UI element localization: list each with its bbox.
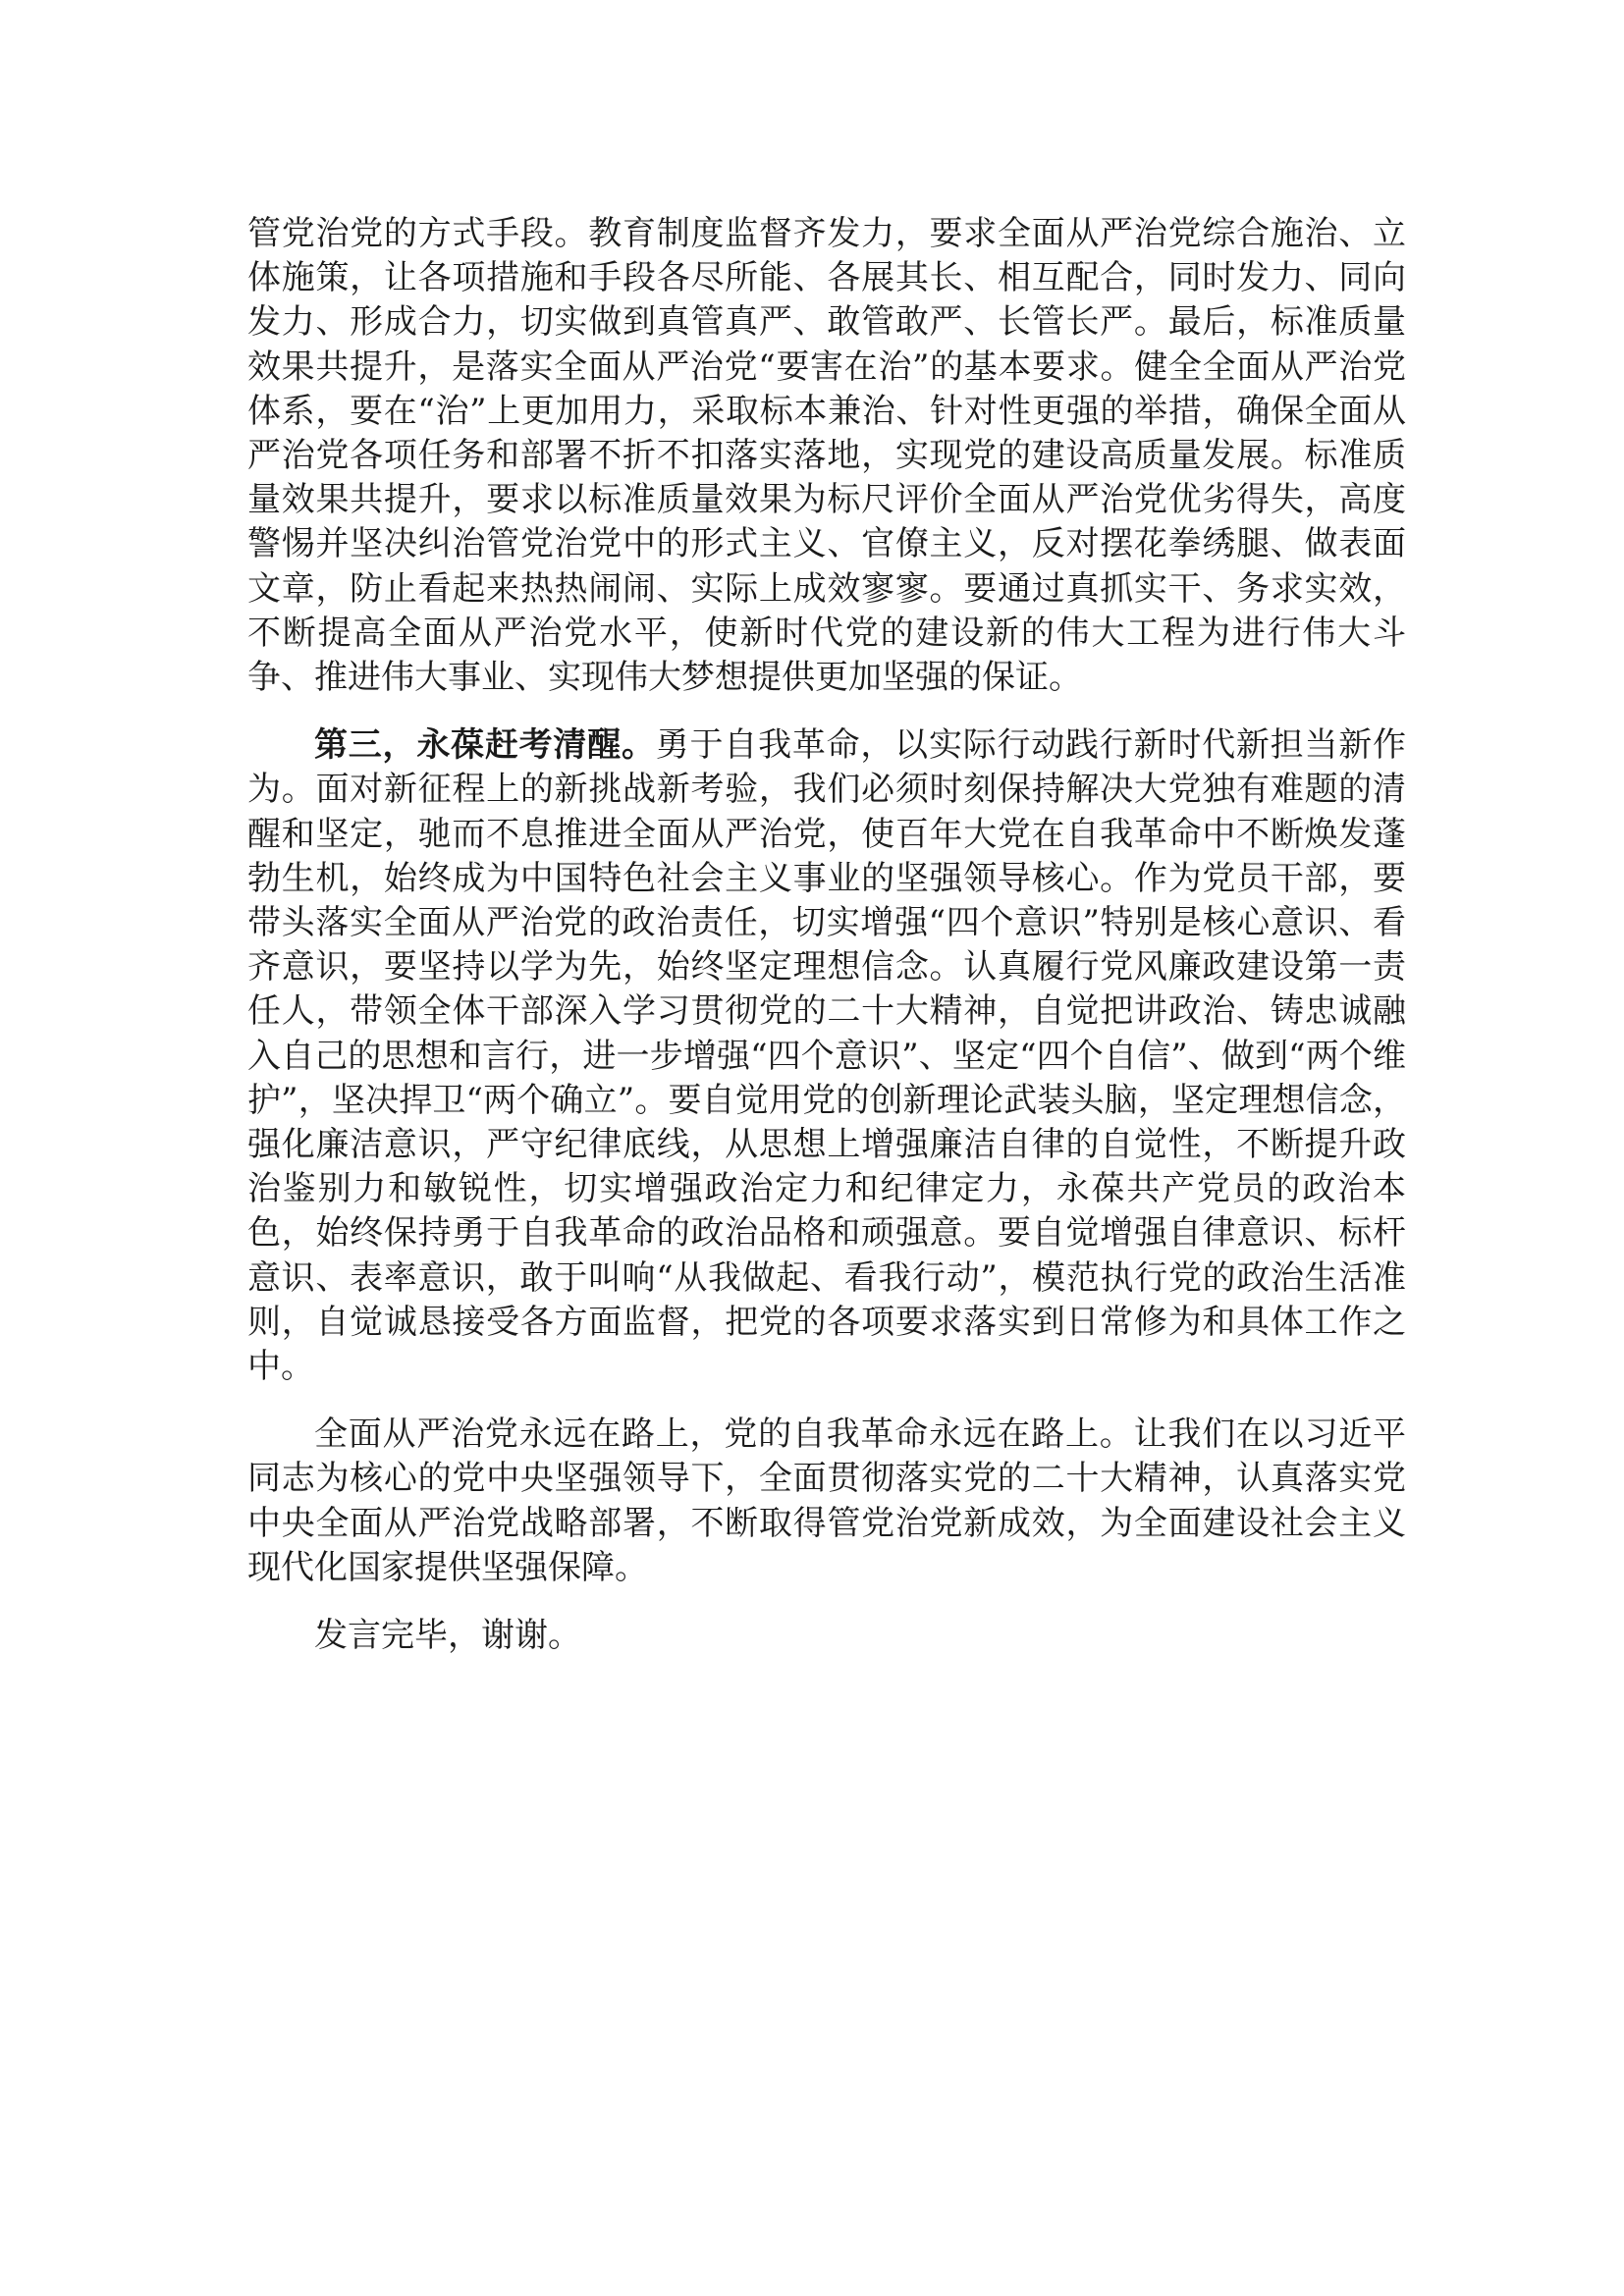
document-body — [247, 212, 1406, 1682]
paragraph-1 — [247, 212, 1406, 700]
paragraph-3 — [247, 1413, 1406, 1590]
paragraph-2-lead-heading: 第三，永葆赶考清醒。 — [314, 725, 656, 766]
paragraph-2-text: 勇于自我革命，以实际行动践行新时代新担当新作为。面对新征程上的新挑战新考验，我们必须时刻保持解决大党独有难题的清醒和坚定，驰而不息推进全面从严治党，使百年大党在自我革命中不断焕发蓬勃生机，始终成为中国特色社会主义事业的坚强领导核心。作为党员干部，要带头落实全面从严治党的政治责任，切实增强“四个意识”特别是核心意识、看齐意识，要坚持以学为先，始终坚定理想信念。认真履行党风廉政建设第一责任人，带领全体干部深入学习贯彻党的二十大精神，自觉把讲政治、铸忠诚融入自己的思想和言行，进一步增强“四个意识”、坚定“四个自信”、做到“两个维护”，坚决捍卫“两个确立”。要自觉用党的创新理论武装头脑，坚定理想信念，强化廉洁意识，严守纪律底线，从思想上增强廉洁自律的自觉性，不断提升政治鉴别力和敏锐性，切实增强政治定力和纪律定力，永葆共产党员的政治本色，始终保持勇于自我革命的政治品格和顽强意。要自觉增强自律意识、标杆意识、表率意识，敢于叫响“从我做起、看我行动”，模范执行党的政治生活准则，自觉诚恳接受各方面监督，把党的各项要求落实到日常修为和具体工作之中。 — [247, 725, 1407, 1387]
paragraph-1-text: 管党治党的方式手段。教育制度监督齐发力，要求全面从严治党综合施治、立体施策，让各项措施和手段各尽所能、各展其长、相互配合，同时发力、同向发力、形成合力，切实做到真管真严、敢管敢严、长管长严。最后，标准质量效果共提升，是落实全面从严治党“要害在治”的基本要求。健全全面从严治党体系，要在“治”上更加用力，采取标本兼治、针对性更强的举措，确保全面从严治党各项任务和部署不折不扣落实落地，实现党的建设高质量发展。标准质量效果共提升，要求以标准质量效果为标尺评价全面从严治党优劣得失，高度警惕并坚决纠治管党治党中的形式主义、官僚主义，反对摆花拳绣腿、做表面文章，防止看起来热热闹闹、实际上成效寥寥。要通过真抓实干、务求实效，不断提高全面从严治党水平，使新时代党的建设新的伟大工程为进行伟大斗争、推进伟大事业、实现伟大梦想提供更加坚强的保证。 — [247, 214, 1406, 698]
paragraph-3-text: 全面从严治党永远在路上，党的自我革命永远在路上。让我们在以习近平同志为核心的党中央坚强领导下，全面贯彻落实党的二十大精神，认真落实党中央全面从严治党战略部署，不断取得管党治党新成效，为全面建设社会主义现代化国家提供坚强保障。 — [247, 1415, 1406, 1587]
paragraph-2 — [247, 723, 1406, 1389]
paragraph-4-text: 发言完毕，谢谢。 — [314, 1616, 581, 1656]
paragraph-4-closing — [247, 1614, 1406, 1658]
